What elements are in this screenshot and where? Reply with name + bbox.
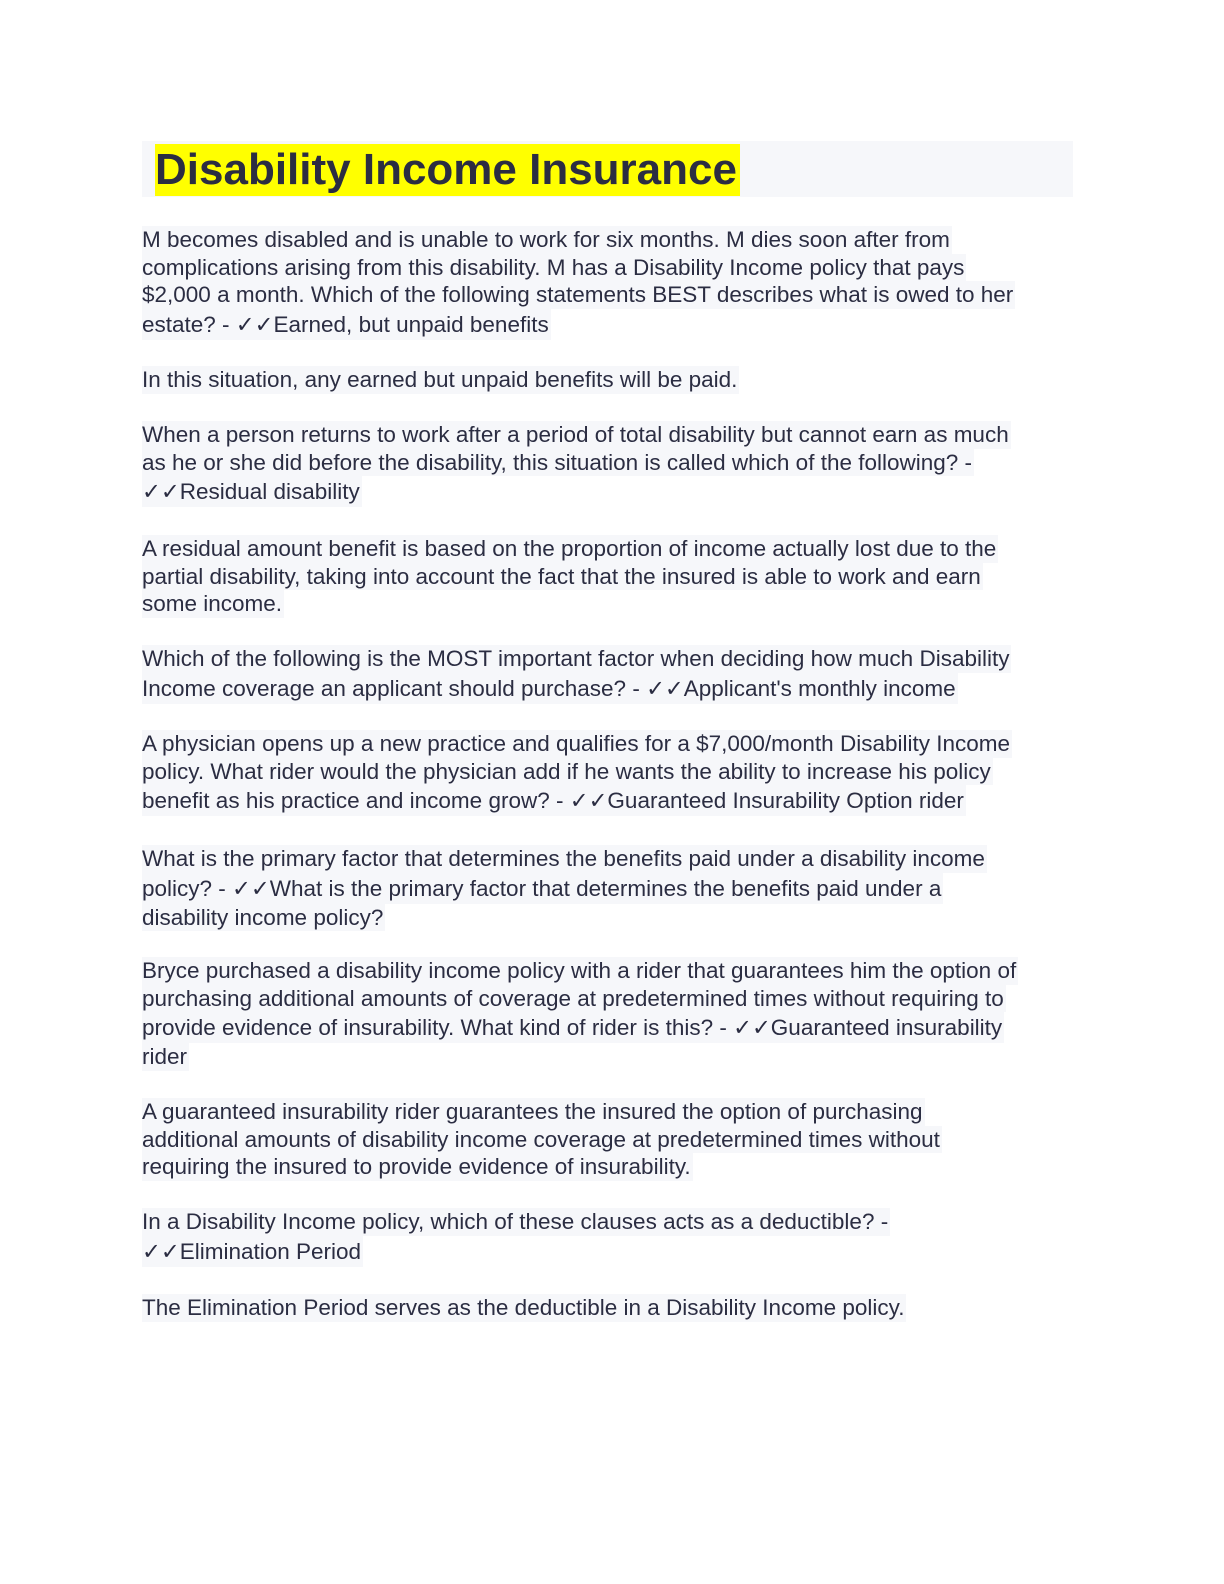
paragraph-line: partial disability, taking into account the fact that the insured is able to work and earn [142, 563, 981, 589]
paragraph-line: some income. [142, 591, 283, 616]
paragraph-line: In a Disability Income policy, which of these clauses acts as a deductible? - [142, 1209, 889, 1234]
paragraph-line: policy. What rider would the physician add if he wants the ability to increase his policy [142, 758, 991, 784]
paragraph-line: When a person returns to work after a period of total disability but cannot earn as much [142, 422, 1009, 447]
paragraph-7 [142, 845, 1078, 931]
paragraph-line: A residual amount benefit is based on the proportion of income actually lost due to the [142, 536, 997, 561]
paragraph-line: In this situation, any earned but unpaid benefits will be paid. [142, 367, 738, 392]
paragraph-11 [142, 1294, 1078, 1322]
paragraph-line: complications arising from this disability. M has a Disability Income policy that pays [142, 254, 965, 280]
paragraph-line: A guaranteed insurability rider guarantees the insured the option of purchasing [142, 1099, 923, 1124]
paragraph-line: ✓✓Residual disability [142, 476, 362, 507]
paragraph-line: The Elimination Period serves as the deductible in a Disability Income policy. [142, 1295, 905, 1320]
paragraph-3 [142, 421, 1078, 507]
paragraph-line: What is the primary factor that determines the benefits paid under a disability income [142, 846, 985, 871]
paragraph-line: Income coverage an applicant should purchase? - ✓✓Applicant's monthly income [142, 673, 958, 704]
paragraph-9 [142, 1098, 1078, 1181]
paragraph-10 [142, 1208, 1078, 1267]
paragraph-6 [142, 730, 1078, 816]
paragraph-line: benefit as his practice and income grow? - ✓✓Guaranteed Insurability Option rider [142, 785, 966, 816]
paragraph-line: estate? - ✓✓Earned, but unpaid benefits [142, 309, 551, 340]
paragraph-1 [142, 226, 1078, 340]
paragraph-5 [142, 645, 1078, 704]
paragraph-line: Which of the following is the MOST important factor when deciding how much Disability [142, 646, 1010, 671]
paragraph-line: A physician opens up a new practice and qualifies for a $7,000/month Disability Income [142, 731, 1011, 756]
paragraph-4 [142, 535, 1078, 618]
paragraph-line: rider [142, 1044, 188, 1069]
paragraph-line: requiring the insured to provide evidence of insurability. [142, 1154, 691, 1179]
paragraph-line: disability income policy? [142, 904, 384, 930]
paragraph-line: purchasing additional amounts of coverage at predetermined times without requiring to [142, 985, 1004, 1011]
paragraph-line: Bryce purchased a disability income policy with a rider that guarantees him the option of [142, 958, 1017, 983]
paragraph-line: as he or she did before the disability, this situation is called which of the following? - [142, 449, 973, 475]
paragraph-8 [142, 957, 1078, 1071]
paragraph-line: provide evidence of insurability. What kind of rider is this? - ✓✓Guaranteed insurability [142, 1012, 1004, 1043]
paragraph-line: additional amounts of disability income coverage at predetermined times without [142, 1126, 940, 1152]
paragraph-line: M becomes disabled and is unable to work for six months. M dies soon after from [142, 227, 950, 252]
paragraph-line: ✓✓Elimination Period [142, 1236, 363, 1267]
page-title: Disability Income Insurance [155, 144, 740, 196]
paragraph-line: policy? - ✓✓What is the primary factor that determines the benefits paid under a [142, 873, 943, 904]
paragraph-line: $2,000 a month. Which of the following statements BEST describes what is owed to her [142, 282, 1014, 307]
paragraph-2 [142, 366, 1078, 394]
